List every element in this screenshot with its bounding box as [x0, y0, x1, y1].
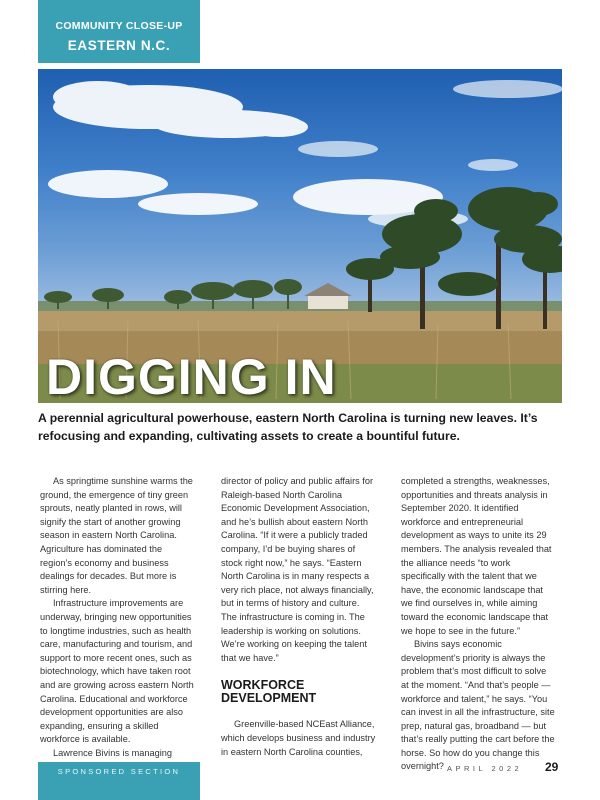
paragraph: Infrastructure improvements are underway, bringing new opportunities to longtime industries, such as health care, manufacturing and tourism, and support to more recent ones, such as biotechnology, which have taken root and are growing across eastern North Carolina. Educational and workforce development opportunities are also expanding, ensuring a skilled workforce is available. [40, 598, 194, 745]
hero-image [38, 69, 562, 403]
paragraph: Bivins says economic development’s priority is always the problem that’s most difficult to solve at the moment. “And that’s people — workforce and talent,” he says. “You can invest in all the infrastructure, site prep, natural gas, broadband — but that’s really putting the cart before the horse. So how do you change this overnight? [401, 639, 555, 772]
article-deck: A perennial agricultural powerhouse, eastern North Carolina is turning new leaves. It’s refocusing and expanding, cultivating assets to create a bountiful future. [38, 411, 538, 443]
section-tag-label: COMMUNITY CLOSE-UP [55, 20, 183, 32]
section-tag [38, 0, 200, 63]
body-column-3 [401, 475, 559, 774]
paragraph: As springtime sunshine warms the ground, the emergence of tiny green sprouts, neatly planted in rows, will signify the start of another growing season in eastern North Carolina. Agriculture has dominated the region’s economy and business dealings for decades. But more is stirring here. [40, 476, 193, 595]
page-number: 29 [545, 760, 559, 774]
body-column-1 [40, 475, 195, 760]
paragraph: director of policy and public affairs for Raleigh-based North Carolina Economic Development Association, and he’s bullish about eastern North Carolina. “If it were a publicly traded company, I’d be buying shares of stock right now,” he says. “Eastern North Carolina is in many respects a very rich place, not always financially, but in terms of history and culture. The infrastructure is coming in. The leadership is working on solutions. We’re working on keeping the talent that we have.” [221, 476, 374, 663]
section-tag-region: EASTERN N.C. [67, 38, 171, 53]
sponsored-section-tag: SPONSORED SECTION [38, 762, 200, 800]
paragraph: Lawrence Bivins is managing [53, 747, 172, 758]
body-column-2 [221, 475, 376, 759]
section-subhead: WORKFORCE DEVELOPMENT [221, 678, 317, 706]
issue-date: APRIL 2022 [447, 764, 523, 773]
paragraph: Greenville-based NCEast Alliance, which develops business and industry in eastern North Carolina counties, [221, 719, 376, 757]
paragraph: completed a strengths, weaknesses, opportunities and threats analysis in September 2020. It identified workforce and entrepreneurial development as ways to unite its 29 members. The analysis revealed that the alliance needs “to work specifically with the talent that we have, the economic landscape that we find ourselves in, while aiming toward the economic landscape that we hope to see in the future.” [401, 476, 552, 636]
headline: DIGGING IN [46, 349, 337, 403]
